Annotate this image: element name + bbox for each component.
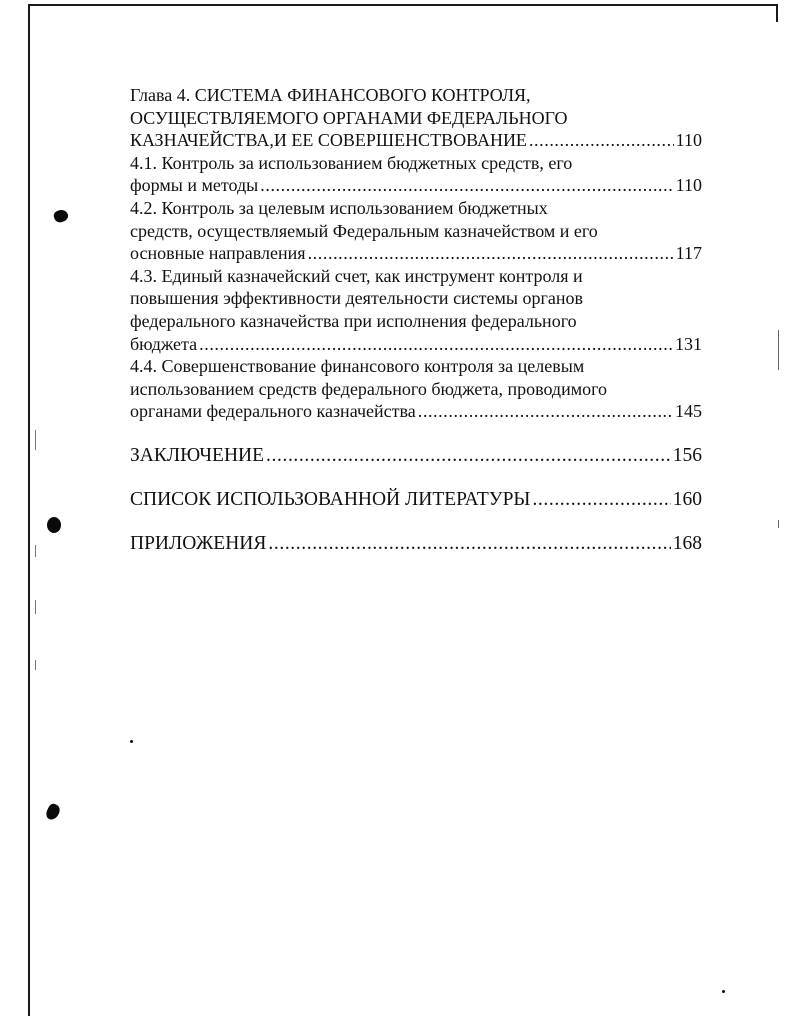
toc-entry-text: использованием средств федерального бюджета, проводимого (130, 378, 608, 399)
dot-leader (199, 333, 673, 356)
scan-border-right (776, 4, 778, 22)
scan-dash-mark (35, 600, 36, 614)
table-of-contents (130, 84, 702, 556)
toc-entry-text: формы и методы (130, 175, 259, 196)
toc-entry-leader-line (130, 400, 702, 423)
toc-entry-text: 4.2. Контроль за целевым использованием бюджетных (130, 197, 548, 218)
dot-leader (532, 488, 670, 512)
scan-dash-mark (35, 430, 36, 450)
dot-leader (529, 129, 674, 152)
page-number: 110 (675, 175, 702, 196)
page-number: 110 (675, 130, 702, 151)
scan-dash-mark (35, 660, 36, 670)
punch-hole-mark (47, 517, 61, 533)
toc-entry-text: средств, осуществляемый Федеральным казначейством и его (130, 220, 598, 241)
toc-entry-section-4-2[interactable] (130, 197, 702, 265)
scan-dash-mark (35, 545, 36, 557)
toc-entry-text: органами федерального казначейства (130, 401, 416, 422)
toc-entry-text: 4.4. Совершенствование финансового контроля за целевым (130, 356, 585, 377)
dot-leader (418, 400, 673, 423)
dot-leader (266, 444, 671, 468)
toc-entry-section-4-1[interactable] (130, 152, 702, 197)
scan-edge-mark (778, 520, 779, 528)
toc-entry-appendices[interactable] (130, 532, 702, 556)
toc-entry-conclusion[interactable] (130, 444, 702, 468)
toc-entry-chapter-4[interactable] (130, 84, 702, 152)
toc-entry-text: КАЗНАЧЕЙСТВА,И ЕЕ СОВЕРШЕНСТВОВАНИЕ (130, 130, 527, 151)
page-number: 156 (672, 444, 702, 466)
toc-entry-text: бюджета (130, 333, 198, 354)
toc-entry-leader-line (130, 174, 702, 197)
dot-leader (260, 174, 673, 197)
scan-border-left (28, 4, 30, 1016)
scan-edge-mark (778, 330, 779, 370)
toc-entry-text: ПРИЛОЖЕНИЯ (130, 532, 267, 554)
toc-entry-text: 4.3. Единый казначейский счет, как инструмент контроля и (130, 265, 583, 286)
toc-entry-text: повышения эффективности деятельности системы органов (130, 288, 584, 309)
page-number: 168 (672, 532, 702, 554)
punch-hole-mark (44, 802, 62, 822)
dot-leader (268, 532, 670, 556)
toc-entry-references[interactable] (130, 488, 702, 512)
toc-entry-text: ЗАКЛЮЧЕНИЕ (130, 444, 265, 466)
toc-entry-section-4-4[interactable] (130, 355, 702, 423)
scan-speck (722, 990, 725, 993)
toc-entry-section-4-3[interactable] (130, 265, 702, 355)
toc-entry-text: Глава 4. СИСТЕМА ФИНАНСОВОГО КОНТРОЛЯ, (130, 85, 531, 105)
toc-entry-text: ОСУЩЕСТВЛЯЕМОГО ОРГАНАМИ ФЕДЕРАЛЬНОГО (130, 107, 568, 128)
toc-entry-text: федерального казначейства при исполнения федерального (130, 310, 577, 331)
page-number: 160 (672, 488, 702, 510)
punch-hole-mark (52, 208, 69, 224)
dot-leader (308, 242, 674, 265)
toc-entry-text: 4.1. Контроль за использованием бюджетных средств, его (130, 152, 573, 173)
toc-entry-leader-line (130, 333, 702, 356)
scan-border-top (28, 4, 778, 6)
toc-entry-leader-line (130, 242, 702, 265)
page-number: 131 (675, 333, 702, 354)
toc-entry-text: основные направления (130, 243, 306, 264)
toc-entry-leader-line (130, 129, 702, 152)
page-number: 117 (675, 243, 702, 264)
scan-speck (130, 740, 133, 743)
page-number: 145 (675, 401, 702, 422)
toc-entry-text: СПИСОК ИСПОЛЬЗОВАННОЙ ЛИТЕРАТУРЫ (130, 488, 531, 510)
